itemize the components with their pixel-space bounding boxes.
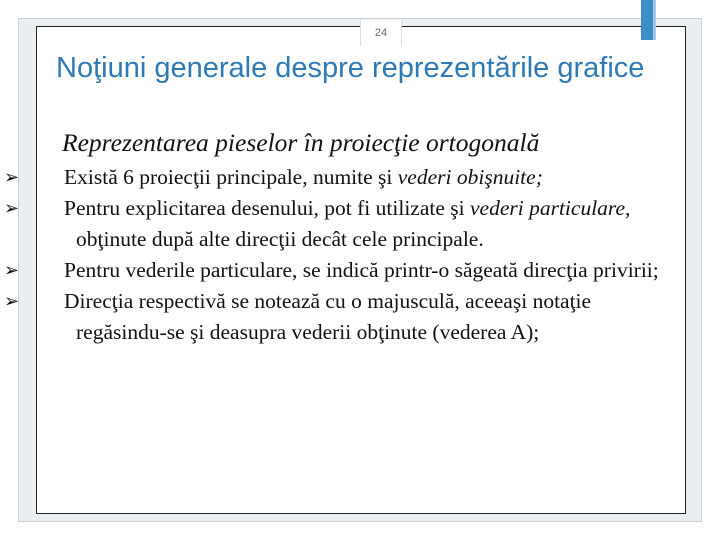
- arrowhead-bullet-icon: ➢: [4, 167, 20, 188]
- slide-title: Noţiuni generale despre reprezentările grafice: [56, 52, 645, 84]
- bullet-item: [4, 255, 694, 286]
- bullet-list: [4, 162, 694, 348]
- bullet-text: Există 6 proiecţii principale, numite şi vederi obişnuite;: [64, 165, 543, 189]
- slide-subtitle: Reprezentarea pieselor în proiecţie ortogonală: [62, 128, 540, 157]
- bullet-item: [4, 162, 694, 193]
- arrowhead-bullet-icon: ➢: [4, 291, 20, 312]
- bullet-text: Direcţia respectivă se notează cu o majusculă, aceeaşi notaţie regăsindu-se şi deasupra vederii obţinute (vederea A);: [64, 289, 592, 344]
- arrowhead-bullet-icon: ➢: [4, 260, 20, 281]
- accent-bar: [641, 0, 653, 40]
- arrowhead-bullet-icon: ➢: [4, 198, 20, 219]
- bullet-text: Pentru explicitarea desenului, pot fi utilizate şi vederi particulare, obţinute după alte direcţii decât cele principale.: [64, 196, 631, 251]
- page-number: 24: [360, 20, 402, 46]
- bullet-text: Pentru vederile particulare, se indică printr-o săgeată direcţia privirii;: [64, 258, 659, 282]
- bullet-item: [4, 193, 694, 255]
- accent-bar-light: [653, 0, 656, 40]
- bullet-item: [4, 286, 694, 348]
